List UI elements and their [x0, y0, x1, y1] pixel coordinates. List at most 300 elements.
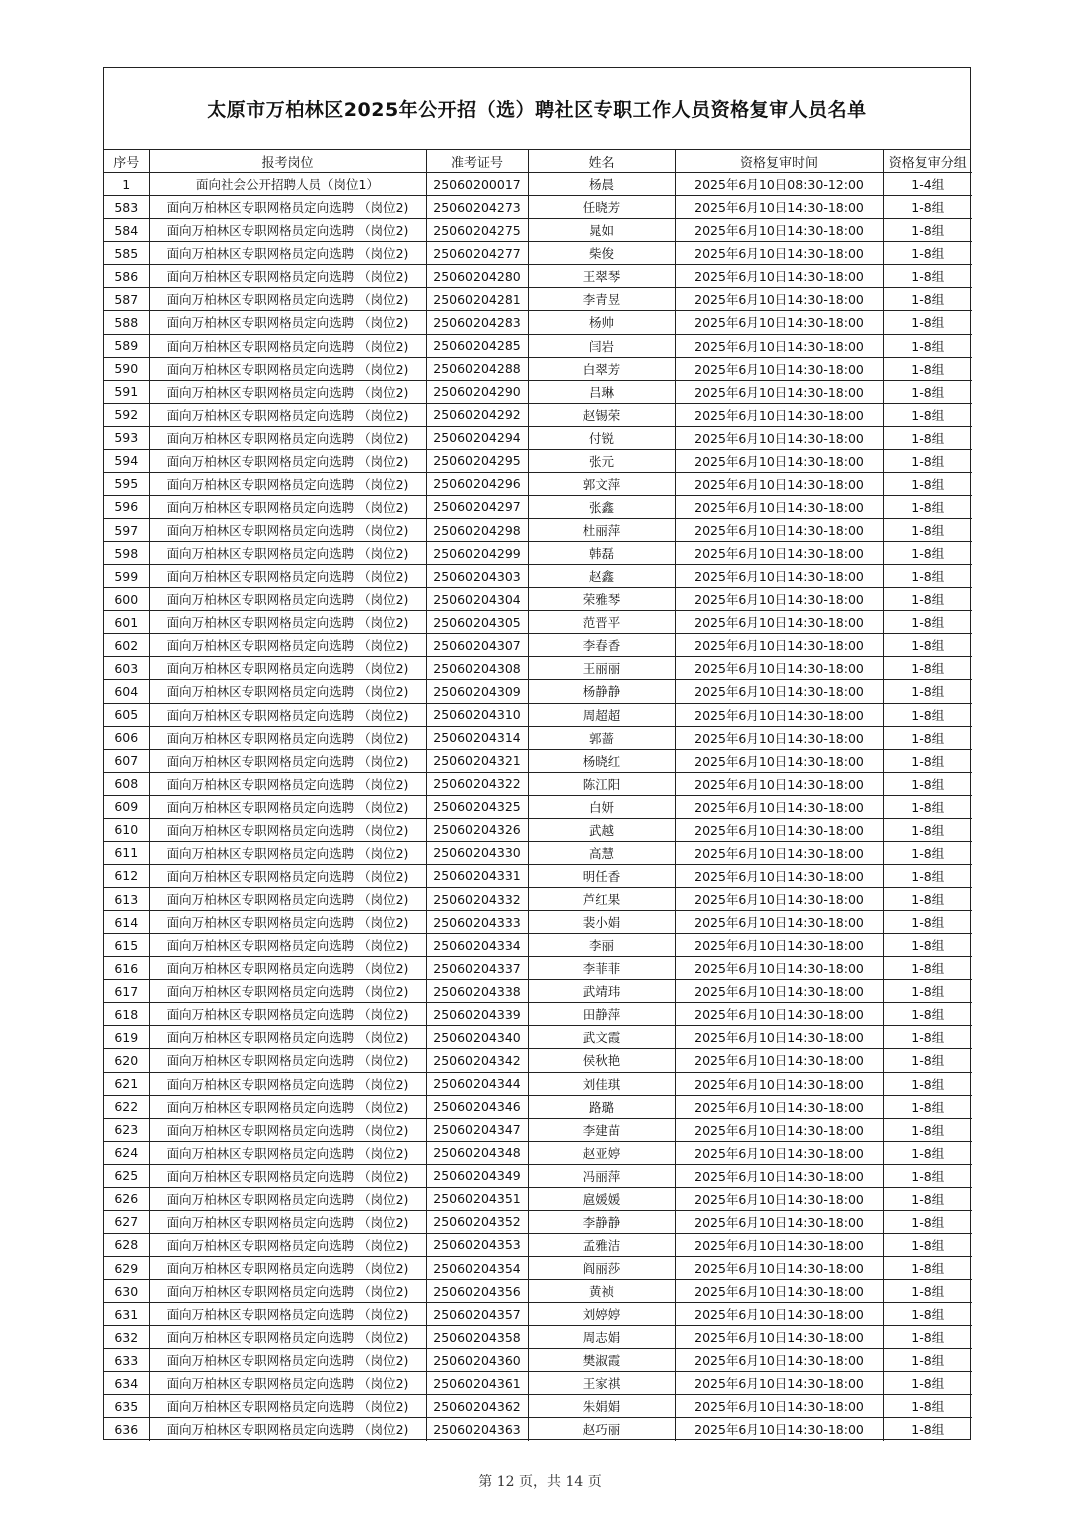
cell-name: 扈媛媛 — [528, 1187, 675, 1210]
cell-review-group: 1-8组 — [883, 219, 972, 242]
cell-exam-id: 25060204342 — [426, 1049, 528, 1072]
cell-exam-id: 25060204332 — [426, 888, 528, 911]
cell-seq: 609 — [104, 795, 149, 818]
cell-exam-id: 25060204292 — [426, 403, 528, 426]
cell-post: 面向万柏林区专职网格员定向选聘 （岗位2) — [149, 519, 426, 542]
cell-name: 李丽 — [528, 934, 675, 957]
cell-exam-id: 25060204352 — [426, 1210, 528, 1233]
cell-name: 范晋平 — [528, 611, 675, 634]
cell-review-time: 2025年6月10日14:30-18:00 — [675, 1026, 883, 1049]
cell-seq: 585 — [104, 242, 149, 265]
cell-review-group: 1-8组 — [883, 611, 972, 634]
cell-seq: 590 — [104, 357, 149, 380]
cell-post: 面向万柏林区专职网格员定向选聘 （岗位2) — [149, 196, 426, 219]
cell-seq: 636 — [104, 1418, 149, 1441]
page-footer: 第 12 页，共 14 页 — [478, 1474, 602, 1490]
cell-review-time: 2025年6月10日14:30-18:00 — [675, 1141, 883, 1164]
cell-exam-id: 25060204344 — [426, 1072, 528, 1095]
table-row — [104, 565, 972, 588]
cell-exam-id: 25060204348 — [426, 1141, 528, 1164]
cell-post: 面向万柏林区专职网格员定向选聘 （岗位2) — [149, 1257, 426, 1280]
cell-exam-id: 25060204349 — [426, 1164, 528, 1187]
cell-seq: 613 — [104, 888, 149, 911]
cell-post: 面向万柏林区专职网格员定向选聘 （岗位2) — [149, 957, 426, 980]
cell-review-group: 1-8组 — [883, 1095, 972, 1118]
table-row — [104, 795, 972, 818]
cell-post: 面向万柏林区专职网格员定向选聘 （岗位2) — [149, 634, 426, 657]
cell-seq: 594 — [104, 449, 149, 472]
cell-name: 杜丽萍 — [528, 519, 675, 542]
cell-name: 朱娟娟 — [528, 1395, 675, 1418]
cell-seq: 634 — [104, 1372, 149, 1395]
cell-review-time: 2025年6月10日14:30-18:00 — [675, 1303, 883, 1326]
cell-name: 王丽丽 — [528, 657, 675, 680]
cell-review-time: 2025年6月10日14:30-18:00 — [675, 588, 883, 611]
table-row — [104, 1072, 972, 1095]
cell-review-time: 2025年6月10日14:30-18:00 — [675, 1118, 883, 1141]
cell-name: 陈江阳 — [528, 772, 675, 795]
table-row — [104, 1349, 972, 1372]
cell-seq: 604 — [104, 680, 149, 703]
cell-post: 面向万柏林区专职网格员定向选聘 （岗位2) — [149, 934, 426, 957]
cell-exam-id: 25060204288 — [426, 357, 528, 380]
cell-name: 杨晨 — [528, 173, 675, 196]
cell-post: 面向万柏林区专职网格员定向选聘 （岗位2) — [149, 588, 426, 611]
table-body — [104, 173, 972, 1441]
cell-post: 面向万柏林区专职网格员定向选聘 （岗位2) — [149, 657, 426, 680]
cell-name: 李建苗 — [528, 1118, 675, 1141]
cell-review-group: 1-8组 — [883, 495, 972, 518]
table-row — [104, 611, 972, 634]
cell-post: 面向万柏林区专职网格员定向选聘 （岗位2) — [149, 911, 426, 934]
cell-exam-id: 25060204325 — [426, 795, 528, 818]
table-row — [104, 1049, 972, 1072]
cell-name: 杨帅 — [528, 311, 675, 334]
cell-exam-id: 25060204308 — [426, 657, 528, 680]
cell-exam-id: 25060204275 — [426, 219, 528, 242]
cell-seq: 601 — [104, 611, 149, 634]
cell-review-time: 2025年6月10日14:30-18:00 — [675, 864, 883, 887]
table-row — [104, 357, 972, 380]
cell-name: 任晓芳 — [528, 196, 675, 219]
cell-name: 赵巧丽 — [528, 1418, 675, 1441]
cell-review-group: 1-8组 — [883, 472, 972, 495]
cell-post: 面向万柏林区专职网格员定向选聘 （岗位2) — [149, 1049, 426, 1072]
cell-post: 面向万柏林区专职网格员定向选聘 （岗位2) — [149, 311, 426, 334]
cell-review-time: 2025年6月10日14:30-18:00 — [675, 265, 883, 288]
cell-review-time: 2025年6月10日14:30-18:00 — [675, 357, 883, 380]
cell-post: 面向万柏林区专职网格员定向选聘 （岗位2) — [149, 542, 426, 565]
cell-seq: 606 — [104, 726, 149, 749]
cell-post: 面向万柏林区专职网格员定向选聘 （岗位2) — [149, 726, 426, 749]
cell-review-group: 1-8组 — [883, 449, 972, 472]
table-row — [104, 426, 972, 449]
cell-review-group: 1-8组 — [883, 749, 972, 772]
header-review-time: 资格复审时间 — [675, 150, 883, 173]
cell-name: 武靖玮 — [528, 980, 675, 1003]
cell-post: 面向万柏林区专职网格员定向选聘 （岗位2) — [149, 1349, 426, 1372]
table-row — [104, 542, 972, 565]
cell-review-group: 1-8组 — [883, 1418, 972, 1441]
cell-seq: 588 — [104, 311, 149, 334]
cell-post: 面向万柏林区专职网格员定向选聘 （岗位2) — [149, 680, 426, 703]
cell-exam-id: 25060204304 — [426, 588, 528, 611]
cell-name: 樊淑霞 — [528, 1349, 675, 1372]
cell-review-group: 1-8组 — [883, 703, 972, 726]
table-row — [104, 1026, 972, 1049]
cell-post: 面向万柏林区专职网格员定向选聘 （岗位2) — [149, 888, 426, 911]
cell-exam-id: 25060204285 — [426, 334, 528, 357]
cell-review-time: 2025年6月10日14:30-18:00 — [675, 680, 883, 703]
cell-post: 面向万柏林区专职网格员定向选聘 （岗位2) — [149, 611, 426, 634]
cell-post: 面向万柏林区专职网格员定向选聘 （岗位2) — [149, 219, 426, 242]
cell-name: 吕琳 — [528, 380, 675, 403]
table-row — [104, 1280, 972, 1303]
cell-seq: 619 — [104, 1026, 149, 1049]
table-row — [104, 1233, 972, 1256]
cell-exam-id: 25060204321 — [426, 749, 528, 772]
table-row — [104, 1187, 972, 1210]
cell-exam-id: 25060204338 — [426, 980, 528, 1003]
cell-post: 面向万柏林区专职网格员定向选聘 （岗位2) — [149, 1164, 426, 1187]
cell-review-time: 2025年6月10日14:30-18:00 — [675, 242, 883, 265]
cell-review-group: 1-8组 — [883, 311, 972, 334]
cell-name: 闫岩 — [528, 334, 675, 357]
cell-exam-id: 25060204310 — [426, 703, 528, 726]
header-post: 报考岗位 — [149, 150, 426, 173]
cell-exam-id: 25060204363 — [426, 1418, 528, 1441]
cell-seq: 623 — [104, 1118, 149, 1141]
cell-name: 孟雅洁 — [528, 1233, 675, 1256]
cell-review-time: 2025年6月10日14:30-18:00 — [675, 657, 883, 680]
cell-review-time: 2025年6月10日14:30-18:00 — [675, 749, 883, 772]
cell-name: 李菲菲 — [528, 957, 675, 980]
cell-seq: 1 — [104, 173, 149, 196]
cell-post: 面向万柏林区专职网格员定向选聘 （岗位2) — [149, 980, 426, 1003]
cell-exam-id: 25060204358 — [426, 1326, 528, 1349]
cell-seq: 625 — [104, 1164, 149, 1187]
cell-name: 郭蔷 — [528, 726, 675, 749]
cell-seq: 617 — [104, 980, 149, 1003]
cell-name: 武越 — [528, 818, 675, 841]
cell-name: 李春香 — [528, 634, 675, 657]
table-row — [104, 311, 972, 334]
cell-seq: 614 — [104, 911, 149, 934]
cell-name: 赵鑫 — [528, 565, 675, 588]
cell-exam-id: 25060204281 — [426, 288, 528, 311]
cell-name: 张鑫 — [528, 495, 675, 518]
table-row — [104, 173, 972, 196]
cell-review-group: 1-8组 — [883, 542, 972, 565]
cell-review-time: 2025年6月10日14:30-18:00 — [675, 634, 883, 657]
cell-review-group: 1-8组 — [883, 634, 972, 657]
cell-post: 面向社会公开招聘人员（岗位1） — [149, 173, 426, 196]
cell-exam-id: 25060204334 — [426, 934, 528, 957]
cell-name: 付锐 — [528, 426, 675, 449]
table-row — [104, 380, 972, 403]
cell-review-time: 2025年6月10日14:30-18:00 — [675, 334, 883, 357]
cell-review-time: 2025年6月10日14:30-18:00 — [675, 772, 883, 795]
cell-exam-id: 25060204299 — [426, 542, 528, 565]
cell-review-time: 2025年6月10日14:30-18:00 — [675, 1233, 883, 1256]
cell-review-group: 1-8组 — [883, 1233, 972, 1256]
cell-seq: 621 — [104, 1072, 149, 1095]
cell-review-time: 2025年6月10日14:30-18:00 — [675, 841, 883, 864]
cell-seq: 605 — [104, 703, 149, 726]
cell-post: 面向万柏林区专职网格员定向选聘 （岗位2) — [149, 818, 426, 841]
cell-review-time: 2025年6月10日14:30-18:00 — [675, 1003, 883, 1026]
table-row — [104, 219, 972, 242]
cell-seq: 618 — [104, 1003, 149, 1026]
cell-name: 杨静静 — [528, 680, 675, 703]
cell-review-group: 1-8组 — [883, 1257, 972, 1280]
cell-exam-id: 25060204346 — [426, 1095, 528, 1118]
cell-exam-id: 25060204277 — [426, 242, 528, 265]
cell-review-group: 1-8组 — [883, 841, 972, 864]
candidate-table — [104, 150, 972, 1441]
table-row — [104, 1210, 972, 1233]
cell-review-group: 1-8组 — [883, 726, 972, 749]
cell-exam-id: 25060204356 — [426, 1280, 528, 1303]
cell-review-time: 2025年6月10日14:30-18:00 — [675, 288, 883, 311]
cell-name: 杨晓红 — [528, 749, 675, 772]
cell-review-group: 1-8组 — [883, 795, 972, 818]
table-row — [104, 980, 972, 1003]
cell-review-group: 1-8组 — [883, 1349, 972, 1372]
cell-review-time: 2025年6月10日14:30-18:00 — [675, 542, 883, 565]
cell-post: 面向万柏林区专职网格员定向选聘 （岗位2) — [149, 1003, 426, 1026]
cell-review-group: 1-8组 — [883, 565, 972, 588]
table-row — [104, 1141, 972, 1164]
cell-post: 面向万柏林区专职网格员定向选聘 （岗位2) — [149, 749, 426, 772]
cell-seq: 596 — [104, 495, 149, 518]
table-row — [104, 864, 972, 887]
cell-seq: 583 — [104, 196, 149, 219]
table-row — [104, 196, 972, 219]
cell-review-time: 2025年6月10日14:30-18:00 — [675, 911, 883, 934]
cell-review-time: 2025年6月10日14:30-18:00 — [675, 565, 883, 588]
cell-post: 面向万柏林区专职网格员定向选聘 （岗位2) — [149, 1303, 426, 1326]
cell-name: 晁如 — [528, 219, 675, 242]
cell-seq: 612 — [104, 864, 149, 887]
table-row — [104, 1257, 972, 1280]
cell-exam-id: 25060204353 — [426, 1233, 528, 1256]
cell-exam-id: 25060204290 — [426, 380, 528, 403]
cell-review-group: 1-4组 — [883, 173, 972, 196]
cell-review-group: 1-8组 — [883, 1118, 972, 1141]
cell-exam-id: 25060204322 — [426, 772, 528, 795]
cell-name: 韩磊 — [528, 542, 675, 565]
document-title: 太原市万柏林区2025年公开招（选）聘社区专职工作人员资格复审人员名单 — [104, 68, 970, 150]
cell-name: 周超超 — [528, 703, 675, 726]
table-row — [104, 288, 972, 311]
cell-review-time: 2025年6月10日14:30-18:00 — [675, 957, 883, 980]
table-row — [104, 680, 972, 703]
table-row — [104, 1326, 972, 1349]
cell-seq: 595 — [104, 472, 149, 495]
cell-post: 面向万柏林区专职网格员定向选聘 （岗位2) — [149, 357, 426, 380]
table-row — [104, 495, 972, 518]
cell-name: 周志娟 — [528, 1326, 675, 1349]
cell-review-time: 2025年6月10日14:30-18:00 — [675, 703, 883, 726]
cell-exam-id: 25060204283 — [426, 311, 528, 334]
cell-review-time: 2025年6月10日14:30-18:00 — [675, 219, 883, 242]
cell-post: 面向万柏林区专职网格员定向选聘 （岗位2) — [149, 1326, 426, 1349]
cell-post: 面向万柏林区专职网格员定向选聘 （岗位2) — [149, 1187, 426, 1210]
cell-review-group: 1-8组 — [883, 357, 972, 380]
table-row — [104, 1372, 972, 1395]
cell-exam-id: 25060200017 — [426, 173, 528, 196]
cell-exam-id: 25060204295 — [426, 449, 528, 472]
table-row — [104, 265, 972, 288]
table-row — [104, 841, 972, 864]
cell-exam-id: 25060204361 — [426, 1372, 528, 1395]
cell-review-time: 2025年6月10日14:30-18:00 — [675, 519, 883, 542]
cell-review-time: 2025年6月10日14:30-18:00 — [675, 1072, 883, 1095]
cell-review-group: 1-8组 — [883, 957, 972, 980]
cell-review-group: 1-8组 — [883, 934, 972, 957]
cell-post: 面向万柏林区专职网格员定向选聘 （岗位2) — [149, 265, 426, 288]
table-row — [104, 911, 972, 934]
table-row — [104, 888, 972, 911]
cell-name: 白妍 — [528, 795, 675, 818]
cell-review-time: 2025年6月10日14:30-18:00 — [675, 1164, 883, 1187]
cell-exam-id: 25060204351 — [426, 1187, 528, 1210]
table-row — [104, 1003, 972, 1026]
cell-review-time: 2025年6月10日14:30-18:00 — [675, 726, 883, 749]
cell-review-group: 1-8组 — [883, 1003, 972, 1026]
cell-seq: 622 — [104, 1095, 149, 1118]
cell-review-time: 2025年6月10日14:30-18:00 — [675, 795, 883, 818]
cell-review-group: 1-8组 — [883, 288, 972, 311]
cell-seq: 632 — [104, 1326, 149, 1349]
cell-seq: 598 — [104, 542, 149, 565]
cell-review-group: 1-8组 — [883, 334, 972, 357]
cell-seq: 611 — [104, 841, 149, 864]
cell-exam-id: 25060204280 — [426, 265, 528, 288]
cell-exam-id: 25060204298 — [426, 519, 528, 542]
cell-review-group: 1-8组 — [883, 1049, 972, 1072]
cell-review-time: 2025年6月10日14:30-18:00 — [675, 888, 883, 911]
cell-exam-id: 25060204326 — [426, 818, 528, 841]
cell-review-group: 1-8组 — [883, 242, 972, 265]
cell-review-group: 1-8组 — [883, 888, 972, 911]
cell-review-time: 2025年6月10日14:30-18:00 — [675, 1326, 883, 1349]
cell-review-time: 2025年6月10日14:30-18:00 — [675, 1418, 883, 1441]
cell-review-group: 1-8组 — [883, 1026, 972, 1049]
cell-seq: 599 — [104, 565, 149, 588]
cell-exam-id: 25060204296 — [426, 472, 528, 495]
cell-seq: 600 — [104, 588, 149, 611]
cell-post: 面向万柏林区专职网格员定向选聘 （岗位2) — [149, 1095, 426, 1118]
cell-post: 面向万柏林区专职网格员定向选聘 （岗位2) — [149, 864, 426, 887]
cell-post: 面向万柏林区专职网格员定向选聘 （岗位2) — [149, 1233, 426, 1256]
cell-seq: 593 — [104, 426, 149, 449]
cell-exam-id: 25060204333 — [426, 911, 528, 934]
table-row — [104, 749, 972, 772]
table-row — [104, 657, 972, 680]
cell-exam-id: 25060204294 — [426, 426, 528, 449]
cell-review-time: 2025年6月10日14:30-18:00 — [675, 1187, 883, 1210]
cell-post: 面向万柏林区专职网格员定向选聘 （岗位2) — [149, 426, 426, 449]
cell-name: 刘佳琪 — [528, 1072, 675, 1095]
table-row — [104, 334, 972, 357]
cell-exam-id: 25060204337 — [426, 957, 528, 980]
cell-review-group: 1-8组 — [883, 980, 972, 1003]
cell-review-group: 1-8组 — [883, 1280, 972, 1303]
cell-exam-id: 25060204354 — [426, 1257, 528, 1280]
cell-exam-id: 25060204339 — [426, 1003, 528, 1026]
cell-review-group: 1-8组 — [883, 519, 972, 542]
cell-name: 张元 — [528, 449, 675, 472]
cell-review-group: 1-8组 — [883, 1187, 972, 1210]
cell-name: 李青昱 — [528, 288, 675, 311]
cell-review-group: 1-8组 — [883, 772, 972, 795]
cell-post: 面向万柏林区专职网格员定向选聘 （岗位2) — [149, 1072, 426, 1095]
cell-review-group: 1-8组 — [883, 1303, 972, 1326]
document-sheet — [103, 67, 971, 1440]
cell-review-time: 2025年6月10日14:30-18:00 — [675, 1257, 883, 1280]
cell-seq: 635 — [104, 1395, 149, 1418]
cell-name: 赵锡荣 — [528, 403, 675, 426]
cell-seq: 591 — [104, 380, 149, 403]
cell-review-time: 2025年6月10日14:30-18:00 — [675, 426, 883, 449]
cell-name: 芦红果 — [528, 888, 675, 911]
cell-name: 高慧 — [528, 841, 675, 864]
header-name: 姓名 — [528, 150, 675, 173]
cell-seq: 624 — [104, 1141, 149, 1164]
cell-review-group: 1-8组 — [883, 588, 972, 611]
cell-name: 李静静 — [528, 1210, 675, 1233]
cell-review-group: 1-8组 — [883, 1141, 972, 1164]
cell-post: 面向万柏林区专职网格员定向选聘 （岗位2) — [149, 380, 426, 403]
cell-review-time: 2025年6月10日14:30-18:00 — [675, 611, 883, 634]
table-row — [104, 726, 972, 749]
cell-review-time: 2025年6月10日14:30-18:00 — [675, 403, 883, 426]
cell-review-group: 1-8组 — [883, 1395, 972, 1418]
cell-review-time: 2025年6月10日14:30-18:00 — [675, 311, 883, 334]
cell-review-group: 1-8组 — [883, 911, 972, 934]
cell-review-time: 2025年6月10日14:30-18:00 — [675, 1049, 883, 1072]
cell-name: 刘婷婷 — [528, 1303, 675, 1326]
cell-review-group: 1-8组 — [883, 1072, 972, 1095]
cell-seq: 608 — [104, 772, 149, 795]
cell-post: 面向万柏林区专职网格员定向选聘 （岗位2) — [149, 1280, 426, 1303]
table-row — [104, 934, 972, 957]
cell-seq: 631 — [104, 1303, 149, 1326]
cell-name: 明任香 — [528, 864, 675, 887]
table-row — [104, 1395, 972, 1418]
cell-post: 面向万柏林区专职网格员定向选聘 （岗位2) — [149, 449, 426, 472]
cell-post: 面向万柏林区专职网格员定向选聘 （岗位2) — [149, 795, 426, 818]
cell-post: 面向万柏林区专职网格员定向选聘 （岗位2) — [149, 841, 426, 864]
cell-exam-id: 25060204340 — [426, 1026, 528, 1049]
cell-post: 面向万柏林区专职网格员定向选聘 （岗位2) — [149, 1118, 426, 1141]
cell-seq: 602 — [104, 634, 149, 657]
cell-exam-id: 25060204331 — [426, 864, 528, 887]
cell-name: 黄祯 — [528, 1280, 675, 1303]
cell-seq: 607 — [104, 749, 149, 772]
cell-review-time: 2025年6月10日14:30-18:00 — [675, 380, 883, 403]
cell-seq: 629 — [104, 1257, 149, 1280]
cell-exam-id: 25060204330 — [426, 841, 528, 864]
cell-review-group: 1-8组 — [883, 1372, 972, 1395]
cell-review-group: 1-8组 — [883, 680, 972, 703]
cell-review-group: 1-8组 — [883, 1210, 972, 1233]
cell-review-time: 2025年6月10日14:30-18:00 — [675, 1210, 883, 1233]
header-seq: 序号 — [104, 150, 149, 173]
cell-name: 赵亚婷 — [528, 1141, 675, 1164]
